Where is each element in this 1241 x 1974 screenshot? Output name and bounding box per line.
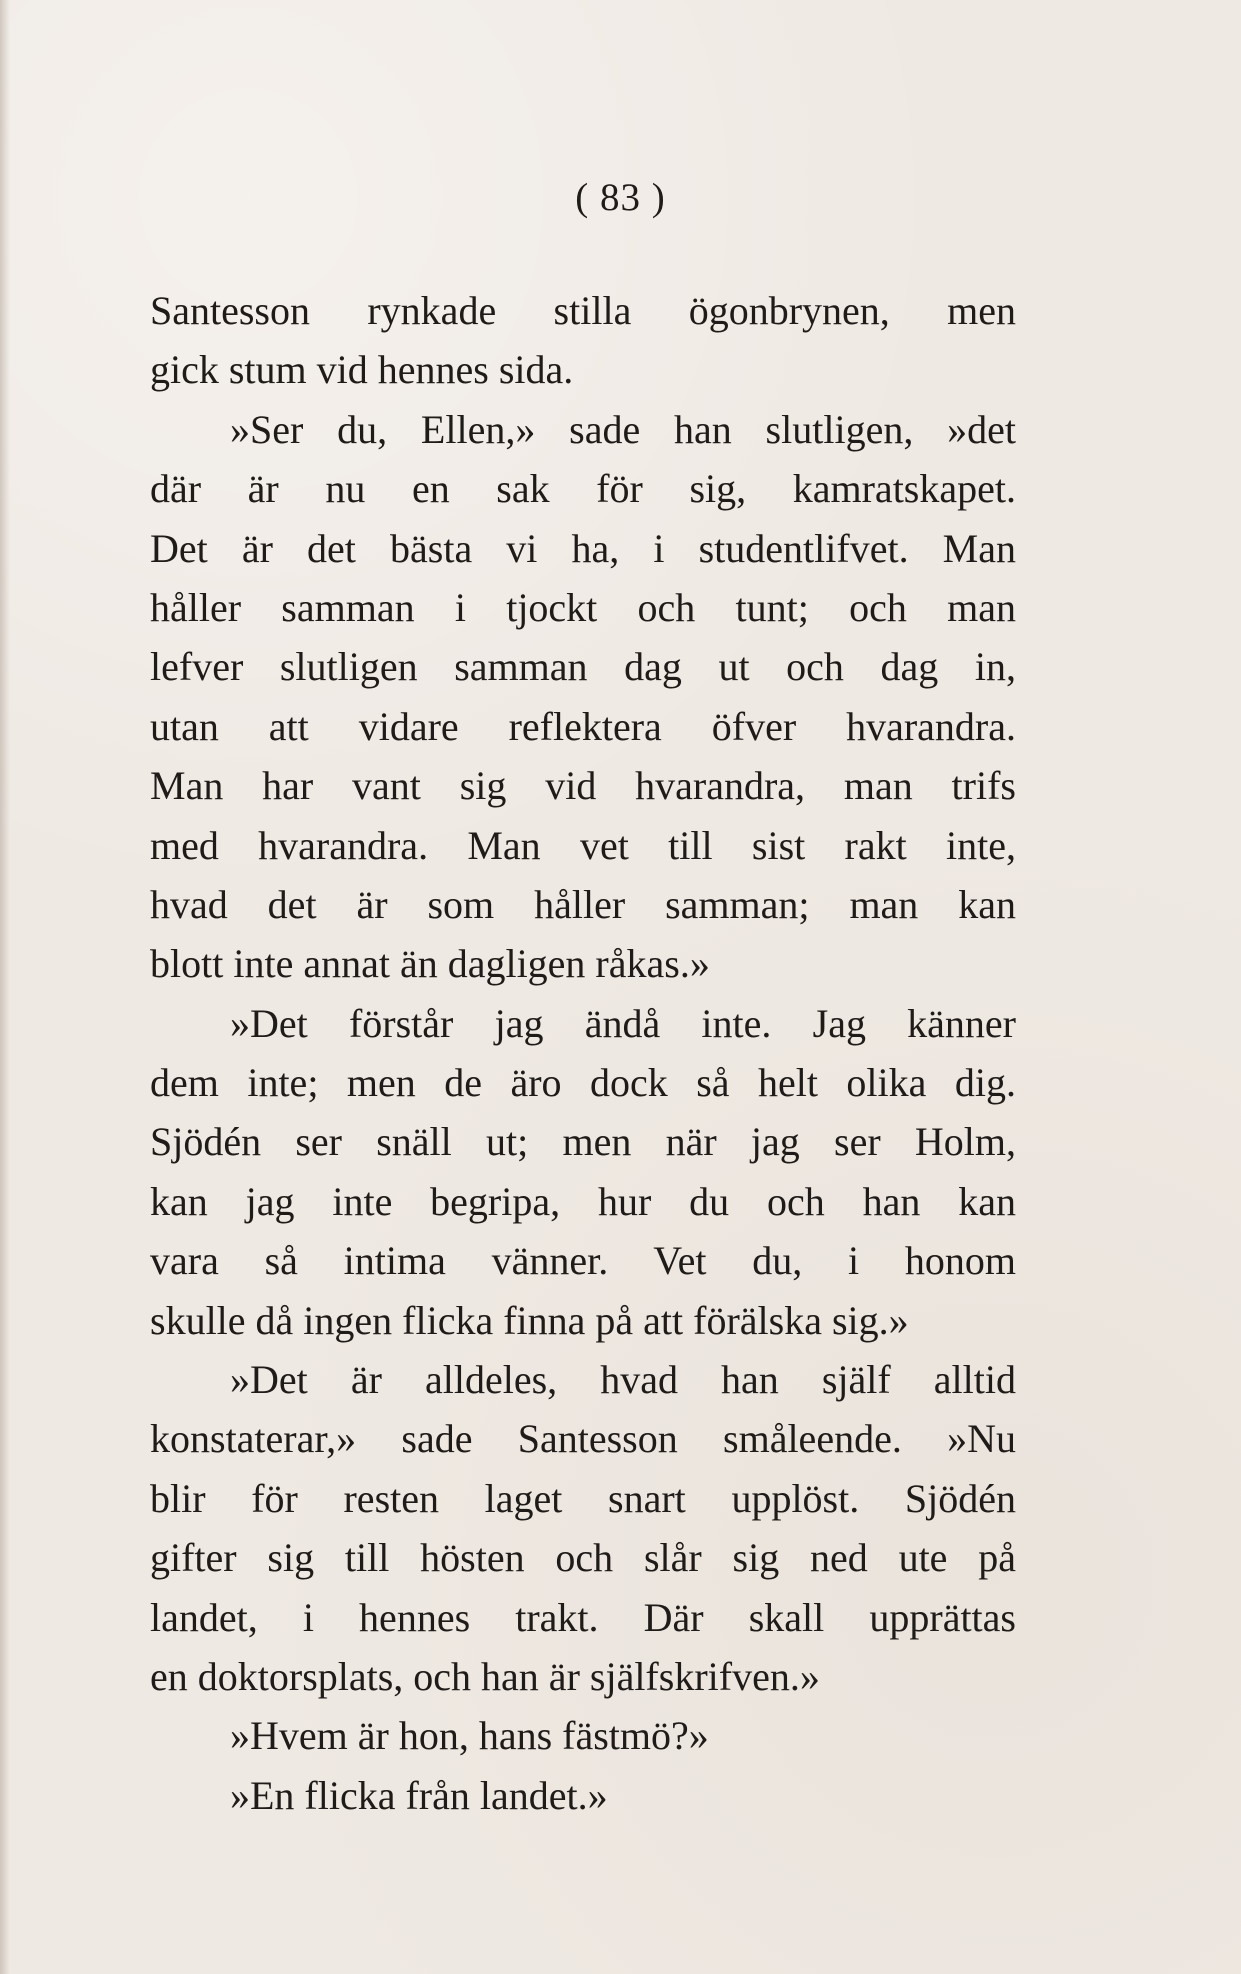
text-line: »Det förstår jag ändå inte. Jag känner — [230, 1000, 1016, 1046]
text-line: blott inte annat än dagligen råkas.» — [150, 941, 710, 987]
page-number: ( 83 ) — [575, 176, 666, 219]
page-edge-shadow — [0, 0, 10, 1974]
text-line: Santesson rynkade stilla ögonbrynen, men — [150, 288, 1016, 333]
text-line: Sjödén ser snäll ut; men när jag ser Holm, — [150, 1119, 1016, 1165]
text-line: »Det är alldeles, hvad han själf alltid — [230, 1357, 1016, 1403]
text-line: konstaterar,» sade Santesson småleende. »Nu — [150, 1416, 1016, 1462]
text-line: gick stum vid hennes sida. — [150, 347, 574, 393]
text-line: blir för resten laget snart upplöst. Sjödén — [150, 1475, 1016, 1521]
text-line: skulle då ingen flicka finna på att förälska sig.» — [150, 1297, 909, 1343]
text-line: med hvarandra. Man vet till sist rakt inte, — [150, 822, 1016, 868]
text-line: där är nu en sak för sig, kamratskapet. — [150, 466, 1016, 512]
text-line: »Hvem är hon, hans fästmö?» — [230, 1713, 709, 1759]
text-line: vara så intima vänner. Vet du, i honom — [150, 1238, 1016, 1284]
text-line: »En flicka från landet.» — [230, 1772, 608, 1818]
text-line: en doktorsplats, och han är själfskrifven.» — [150, 1653, 820, 1699]
text-line: Man har vant sig vid hvarandra, man trifs — [150, 763, 1016, 809]
text-line: hvad det är som håller samman; man kan — [150, 881, 1016, 927]
body-text — [150, 281, 1016, 1825]
text-line: lefver slutligen samman dag ut och dag in, — [150, 644, 1016, 690]
text-line: »Ser du, Ellen,» sade han slutligen, »det — [230, 406, 1016, 452]
text-line: landet, i hennes trakt. Där skall upprättas — [150, 1594, 1016, 1640]
text-line: Det är det bästa vi ha, i studentlifvet. Man — [150, 525, 1016, 571]
text-line: håller samman i tjockt och tunt; och man — [150, 584, 1016, 630]
text-line: gifter sig till hösten och slår sig ned ute på — [150, 1535, 1016, 1581]
text-line: kan jag inte begripa, hur du och han kan — [150, 1178, 1016, 1224]
text-line: dem inte; men de äro dock så helt olika dig. — [150, 1060, 1016, 1106]
text-line: utan att vidare reflektera öfver hvarandra. — [150, 703, 1016, 749]
